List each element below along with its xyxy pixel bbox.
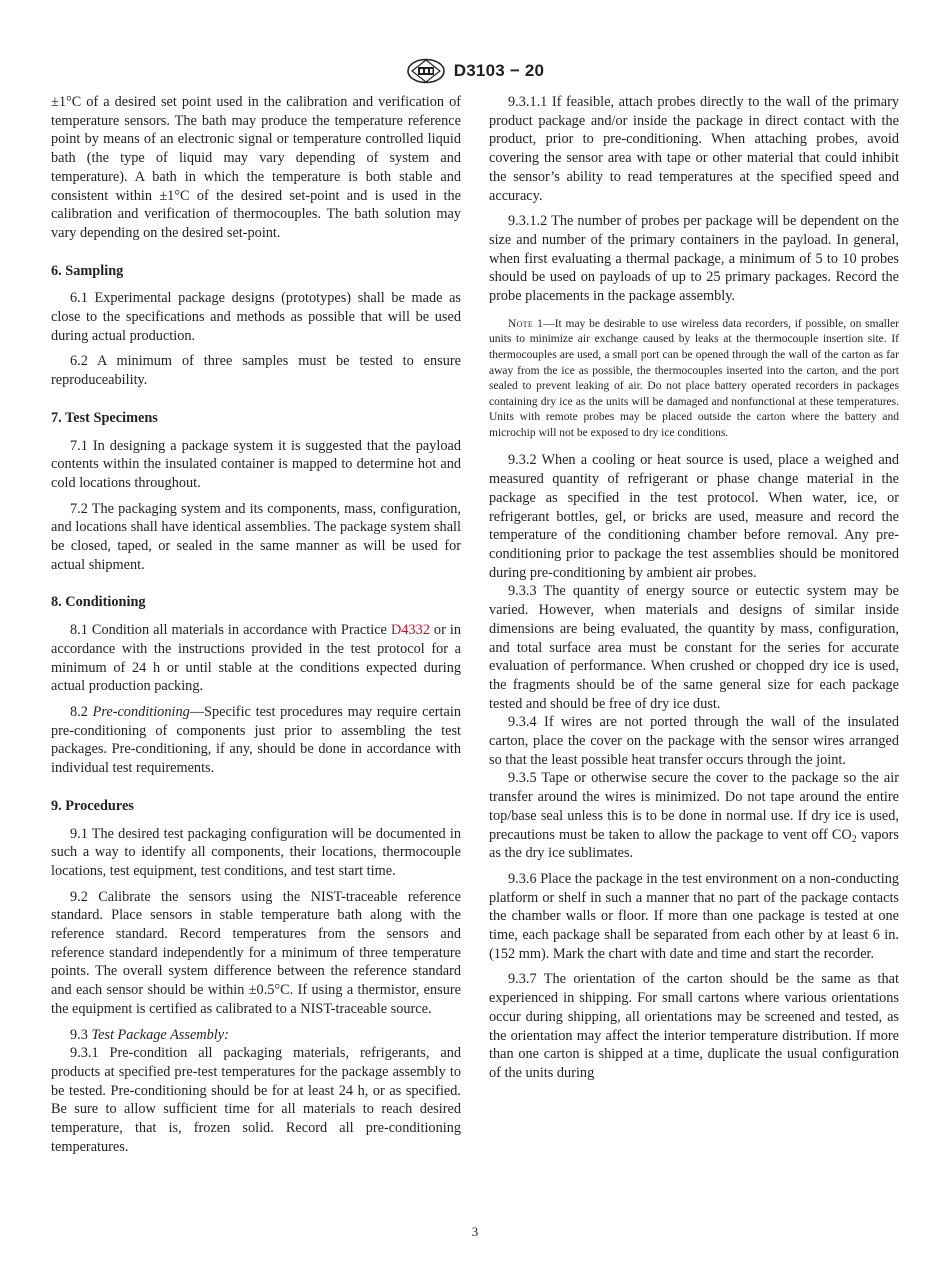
section-heading-sampling: 6. Sampling (51, 262, 124, 279)
paragraph-9-3-7: 9.3.7 The orientation of the carton should be the same as that experienced in shipping. For small cartons where various orientations occur during shipping, all orientations may be screened and tested, as the orientation may affect the interior temperature distribution. If more than one carton is shipped at a time, duplicate the usual configuration of the units during (489, 971, 899, 1081)
right-column (489, 93, 899, 1083)
paragraph-8-2-term: Pre-conditioning (92, 703, 190, 720)
note-1-label: Note 1 (508, 317, 544, 330)
paragraph-7-1: 7.1 In designing a package system it is suggested that the payload contents within the insulated container is mapped to determine hot and cold locations throughout. (51, 437, 461, 491)
document-id: D3103 − 20 (453, 61, 545, 80)
paragraph-8-1-text-a: 8.1 Condition all materials in accordance with Practice (70, 622, 391, 639)
paragraph-9-3-6: 9.3.6 Place the package in the test environment on a non-conducting platform or shelf in such a manner that no part of the package contacts the chamber walls or floor. If more than one package is tested at one time, each package shall be separated from each other by at least 6 in. (152 mm). Mark the chart with date and time and start the recorder. (489, 870, 899, 962)
note-1-text: —It may be desirable to use wireless data recorders, if possible, on smaller units to minimize air exchange caused by leaks at the thermocouple insertion site. If thermocouples are used, a small port can be opened through the wall of the carton as far away from the ice as possible, the thermocouples inserted into the carton, and the port sealed to prevent leaking of air. Do not place battery operated recorders in packages containing dry ice as the units will be damaged and nonfunctional at these temperatures. Units with remote probes may be placed outside the carton where the battery and microchip will not be exposed to dry ice conditions. (489, 317, 900, 439)
paragraph-8-1 (51, 621, 461, 696)
left-column (51, 93, 461, 1156)
co2-subscript: 2 (851, 833, 857, 845)
paragraph-9-3-1-1: 9.3.1.1 If feasible, attach probes directly to the wall of the primary product package and/or inside the package in direct contact with the product, prior to pre-conditioning. When attaching probes, avoid covering the sensor area with tape or other material that could inhibit the sensor’s ability to read temperatures at the specified speed and accuracy. (489, 94, 899, 204)
paragraph-9-3-term: Test Package Assembly: (91, 1026, 229, 1043)
paragraph-8-1-text-b: or in accordance with the instructions provided in the test protocol for a minimum of 24 h or until stable at the conditions expected during actual production packing. (51, 622, 461, 695)
paragraph-9-3-5-text-a: 9.3.5 Tape or otherwise secure the cover to the package so the air transfer around the wires is minimized. Do not tape around the entire top/base seal unless this is to be done in normal use. If dry ice is used, precautions must be taken to allow the package to vent off CO (489, 770, 899, 843)
paragraph-9-3 (51, 1026, 461, 1045)
paragraph-9-3-number: 9.3 (70, 1026, 92, 1043)
astm-logo-icon (406, 58, 446, 84)
paragraph-6-1: 6.1 Experimental package designs (prototypes) shall be made as close to the specifications and methods as possible that will be used during actual production. (51, 290, 461, 344)
paragraph-9-1: 9.1 The desired test packaging configuration will be documented in such a way to identify all components, their locations, thermocouple locations, test equipment, test conditions, and test start time. (51, 825, 461, 879)
paragraph-9-3-1: 9.3.1 Pre-condition all packaging materials, refrigerants, and products at specified pre-test temperatures for the package assembly to be tested. Pre-conditioning should be for at least 24 h, or as specified. Be sure to allow sufficient time for all materials to reach desired temperature, that is, frozen solid. Record all pre-conditioning temperatures. (51, 1045, 461, 1155)
paragraph-9-3-4: 9.3.4 If wires are not ported through the wall of the insulated carton, place the cover on the package with the sensor wires arranged so that the least possible heat transfer occurs through the joint. (489, 714, 899, 768)
paragraph-9-2: 9.2 Calibrate the sensors using the NIST-traceable reference standard. Place sensors in stable temperature bath along with the reference standard. Record temperatures from the sensors and reference standard independently for a minimum of three temperature points. The overall system difference between the reference standard and each sensor should be within ±0.5°C. If using a thermistor, ensure the equipment is certified as calibrated to a NIST-traceable source. (51, 888, 461, 1017)
page-header (0, 56, 950, 86)
paragraph-9-3-1-2: 9.3.1.2 The number of probes per package will be dependent on the size and number of the primary containers in the payload. In general, when first evaluating a thermal package, a minimum of 5 to 10 probes should be used on payloads of up to 25 primary packages. Record the probe placements in the package assembly. (489, 213, 899, 305)
section-heading-conditioning: 8. Conditioning (51, 594, 146, 611)
paragraph-6-2: 6.2 A minimum of three samples must be tested to ensure reproduceability. (51, 353, 461, 389)
paragraph-9-3-2: 9.3.2 When a cooling or heat source is used, place a weighed and measured quantity of refrigerant or phase change material in the package as specified in the test protocol. When water, ice, or refrigerant bottles, gel, or bricks are used, measure and record the temperature of the conditioning chamber before removal. Any pre-conditioning prior to package the test assemblies should be monitored during pre-conditioning by ambient air probes. (489, 452, 899, 581)
reference-link-d4332[interactable]: D4332 (390, 622, 430, 639)
paragraph-9-3-3: 9.3.3 The quantity of energy source or eutectic system may be varied. However, when materials and designs of similar inside dimensions are being evaluated, the quantity by mass, configuration, and total surface area must be constant for the series for accurate evaluation of performance. When crushed or chopped dry ice is used, the fragments should be of the same general size for each package tested and should be free of dry ice dust. (489, 583, 899, 712)
paragraph-8-2 (51, 703, 461, 778)
paragraph-continuation: ±1°C of a desired set point used in the calibration and verification of temperature sensors. The bath may produce the temperature reference point by means of an electronic signal or temperature controlled liquid bath (the type of liquid may vary depending of system and temperature). A bath in which the temperature is both stable and consistent within ±1°C of the desired set-point and is used in the calibration and verification of thermocouples. The bath solution may vary depending on the desired set-point. (51, 94, 461, 241)
paragraph-8-2-text: —Specific test procedures may require certain pre-conditioning of components just prior to assembling the test packages. Pre-conditioning, if any, should be done in accordance with individual test requirements. (51, 703, 461, 777)
paragraph-9-3-5-text-b: vapors as the dry ice sublimates. (489, 826, 899, 862)
section-heading-test-specimens: 7. Test Specimens (51, 409, 158, 426)
paragraph-9-3-5 (489, 769, 899, 863)
note-1 (489, 317, 899, 442)
paragraph-7-2: 7.2 The packaging system and its components, mass, configuration, and locations shall have identical assemblies. The package system shall be closed, taped, or sealed in the same manner as will be used for actual shipment. (51, 500, 461, 573)
page-number: 3 (471, 1224, 479, 1239)
section-heading-procedures: 9. Procedures (51, 797, 134, 814)
paragraph-8-2-number: 8.2 (70, 703, 93, 720)
